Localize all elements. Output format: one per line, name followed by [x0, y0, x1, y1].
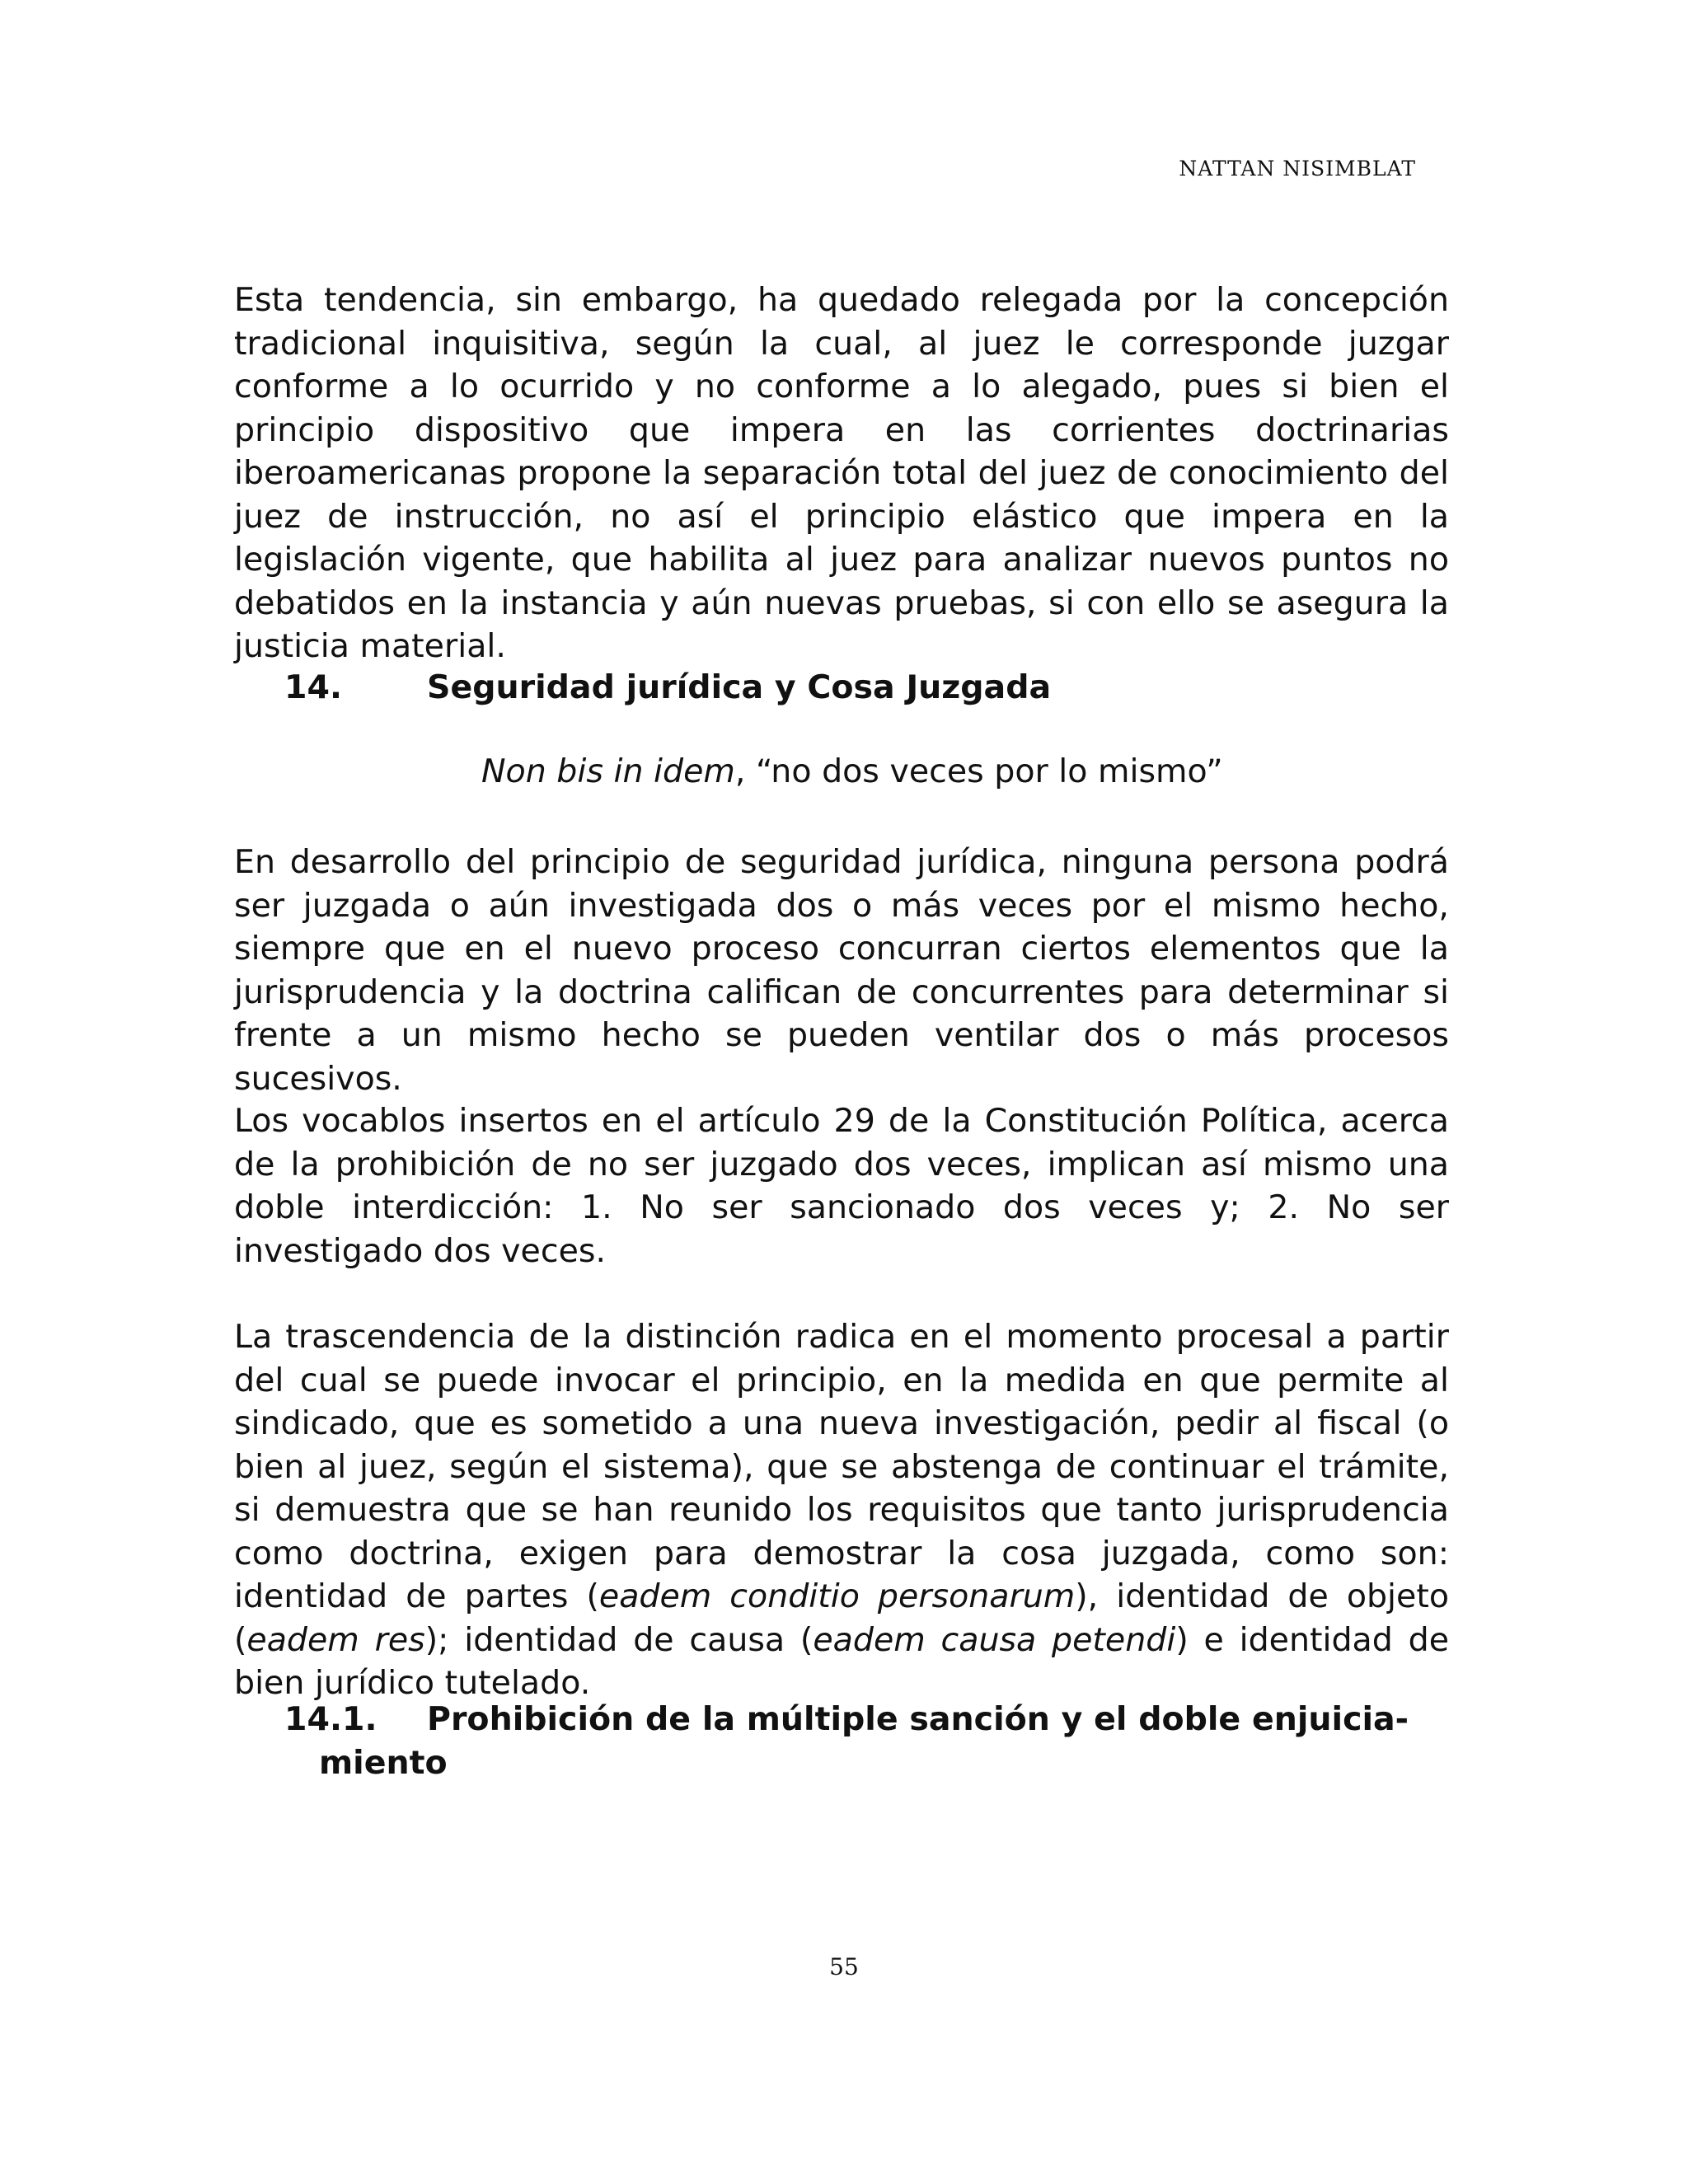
paragraph-vocablos: Los vocablos insertos en el artículo 29 de la Constitución Política, acerca de la prohibición de no ser juzgado dos veces, implican así mismo una doble interdicción: 1. No ser sancionado dos veces y; 2. No ser investigado dos veces.: [234, 1102, 1449, 1270]
p4-text-1: La trascendencia de la distinción radica en el momento procesal a partir del cual se puede invocar el principio, en la medida en que permite al sindicado, que es sometido a una nueva investigación, pedir al fiscal (o bien al juez, según el sistema), que se abstenga de continuar el trámite, si demuestra que se han reunido los requisitos que tanto jurisprudencia como doctrina, exigen para demostrar la cosa juzgada, como son: identidad de partes (: [234, 1318, 1449, 1615]
section-14-heading: [284, 666, 1051, 710]
paragraph-trascendencia: [234, 1315, 1449, 1705]
section-14-number: 14.: [284, 668, 342, 706]
p4-italic-causa-petendi: eadem causa petendi: [813, 1620, 1176, 1659]
paragraph-tendencia: Esta tendencia, sin embargo, ha quedado relegada por la concepción tradicional inquisitiva, según la cual, al juez le corresponde juzgar conforme a lo ocurrido y no conforme a lo alegado, pues si bien el principio dispositivo que impera en las corrientes doctrinarias iberoamericanas propone la separación total del juez de conocimiento del juez de instrucción, no así el principio elástico que impera en la legislación vigente, que habilita al juez para analizar nuevos puntos no debatidos en la instancia y aún nuevas pruebas, si con ello se asegura la justicia material.: [234, 281, 1449, 665]
paragraph-seguridad-juridica: En desarrollo del principio de seguridad jurídica, ninguna persona podrá ser juzgada o aún investigada dos o más veces por el mismo hecho, siempre que en el nuevo proceso concurran ciertos elementos que la jurisprudencia y la doctrina califican de concurrentes para determinar si frente a un mismo hecho se pueden ventilar dos o más procesos sucesivos.: [234, 843, 1449, 1098]
section-14-1-number: 14.1.: [284, 1700, 377, 1738]
p4-text-2: ), identidad de objeto (: [234, 1577, 1449, 1659]
section-14-1-title-part2: miento: [319, 1743, 448, 1782]
p4-italic-personarum: eadem conditio personarum: [598, 1577, 1076, 1615]
p4-italic-res: eadem res: [246, 1620, 425, 1659]
motto-latin: Non bis in idem: [481, 752, 735, 790]
section-14-1-title-part1: Prohibición de la múltiple sanción y el doble enjuicia-: [427, 1700, 1409, 1738]
p4-text-4: ) e identidad de bien jurídico tutelado.: [234, 1620, 1449, 1702]
motto-line: [481, 750, 1223, 794]
section-14-title: Seguridad jurídica y Cosa Juzgada: [427, 668, 1052, 706]
running-header-author: NATTAN NISIMBLAT: [1179, 157, 1416, 180]
section-14-1-heading: [284, 1698, 1449, 1784]
motto-translation: , “no dos veces por lo mismo”: [734, 752, 1223, 790]
page-number: 55: [829, 1953, 859, 1980]
p4-text-3: ); identidad de causa (: [424, 1620, 814, 1659]
